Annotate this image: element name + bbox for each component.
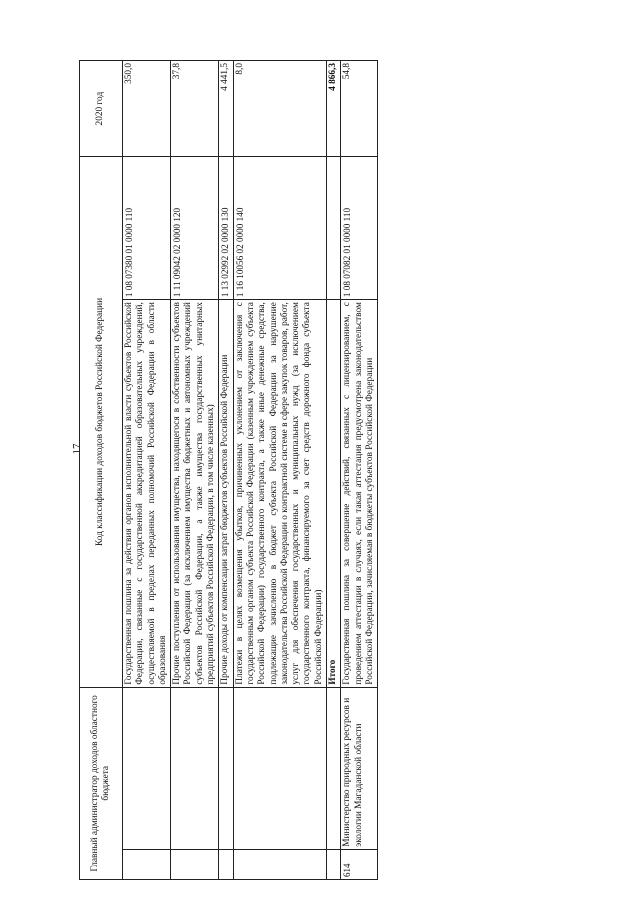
row-description: Прочие поступления от использования имущества, находящегося в собственности субъектов Российской Федерации (за исключением имущества бюджетных и автономных учреждений субъектов Российской Федерации, а также имущества государственных унитарных предприятий субъектов Российской Федерации, в том числе казенных) <box>171 300 219 688</box>
row-amount: 8,0 <box>233 61 326 157</box>
row-code: 1 08 07380 01 0000 110 <box>123 157 171 300</box>
row-admin <box>233 687 326 849</box>
header-code: Код классификации доходов бюджетов Российской Федерации <box>80 157 123 687</box>
row-number <box>171 849 219 879</box>
revenue-table <box>79 60 378 880</box>
table-row <box>123 61 171 880</box>
row-number <box>123 849 171 879</box>
row-code: 1 08 07082 01 0000 110 <box>341 157 378 300</box>
row-admin <box>171 687 219 849</box>
table-row <box>171 61 219 880</box>
row-code: 1 16 10056 02 0000 140 <box>233 157 326 300</box>
total-number-cell <box>327 849 341 879</box>
header-year: 2020 год <box>80 61 123 157</box>
page-number: 17 <box>71 443 83 455</box>
total-label: Итого <box>327 300 341 688</box>
table-row <box>341 61 378 880</box>
total-admin-cell <box>327 687 341 849</box>
total-code-cell <box>327 157 341 300</box>
row-number: 614 <box>341 849 378 879</box>
row-number <box>233 849 326 879</box>
row-amount: 54,8 <box>341 61 378 157</box>
row-code: 1 11 09042 02 0000 120 <box>171 157 219 300</box>
table-row <box>219 61 233 880</box>
row-amount: 350,0 <box>123 61 171 157</box>
total-amount: 4 866,3 <box>327 61 341 157</box>
row-number <box>219 849 233 879</box>
row-amount: 37,8 <box>171 61 219 157</box>
row-admin <box>219 687 233 849</box>
row-description: Государственная пошлина за совершение действий, связанных с лицензированием, с проведением аттестации в случаях, если такая аттестация предусмотрена законодательством Российской Федерации, зачисляемая в бюджеты субъектов Российской Федерации <box>341 300 378 688</box>
rotated-table-sheet <box>79 60 561 880</box>
row-amount: 4 441,5 <box>219 61 233 157</box>
row-admin: Министерство природных ресурсов и экологии Магаданской области <box>341 687 378 849</box>
row-description: Государственная пошлина за действия органов исполнительной власти субъектов Российской Федерации, связанные с государственной аккредитацией образовательных учреждений, осуществляемой в пределах переданных полномочий Российской Федерации в области образования <box>123 300 171 688</box>
table-row <box>233 61 326 880</box>
row-code: 1 13 02992 02 0000 130 <box>219 157 233 300</box>
row-admin <box>123 687 171 849</box>
row-description: Платежи в целях возмещения убытков, причиненных уклонением от заключения с государственным органом субъекта Российской Федерации (казенным учреждением субъекта Российской Федерации) государственного контракта, а также иные денежные средства, подлежащие зачислению в бюджет субъекта Российской Федерации за нарушение законодательства Российской Федерации о контрактной системе в сфере закупок товаров, работ, услуг для обеспечения государственных и муниципальных нужд (за исключением государственного контракта, финансируемого за счет средств дорожного фонда субъекта Российской Федерации) <box>233 300 326 688</box>
header-admin: Главный администратор доходов областного бюджета <box>80 687 123 879</box>
row-description: Прочие доходы от компенсации затрат бюджетов субъектов Российской Федерации <box>219 300 233 688</box>
total-row <box>327 61 341 880</box>
table-header-row <box>80 61 123 880</box>
